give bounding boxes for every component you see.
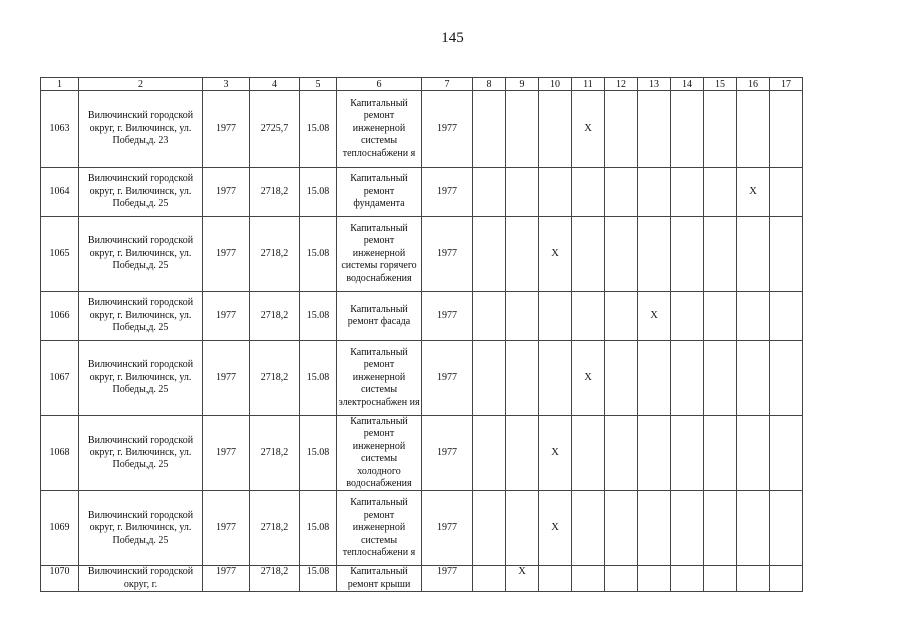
- table-row: [41, 491, 803, 566]
- empty-cell: [473, 491, 506, 566]
- code-cell: 15.08: [300, 217, 337, 292]
- empty-cell: [605, 491, 638, 566]
- empty-cell: [605, 168, 638, 217]
- table-row: [41, 292, 803, 341]
- empty-cell: [605, 217, 638, 292]
- empty-cell: [770, 91, 803, 168]
- year-cell: 1977: [203, 168, 250, 217]
- empty-cell: [704, 217, 737, 292]
- empty-cell: [506, 91, 539, 168]
- area-cell: 2718,2: [250, 416, 300, 491]
- empty-cell: [770, 292, 803, 341]
- empty-cell: [638, 341, 671, 416]
- empty-cell: [539, 168, 572, 217]
- empty-cell: [506, 416, 539, 491]
- row-number: 1067: [41, 341, 79, 416]
- code-cell: 15.08: [300, 566, 337, 592]
- empty-cell: [473, 292, 506, 341]
- row-number: 1064: [41, 168, 79, 217]
- column-header: 5: [300, 78, 337, 91]
- row-number: 1063: [41, 91, 79, 168]
- empty-cell: [605, 341, 638, 416]
- code-cell: 15.08: [300, 91, 337, 168]
- table-body: [41, 91, 803, 592]
- empty-cell: [605, 292, 638, 341]
- year-cell: 1977: [203, 217, 250, 292]
- empty-cell: [638, 416, 671, 491]
- year2-cell: 1977: [422, 566, 473, 592]
- area-cell: 2718,2: [250, 168, 300, 217]
- empty-cell: [572, 292, 605, 341]
- empty-cell: [638, 217, 671, 292]
- column-header: 14: [671, 78, 704, 91]
- column-header: 1: [41, 78, 79, 91]
- empty-cell: [737, 292, 770, 341]
- work-type-cell: Капитальный ремонт инженерной системы теплоснабжени я: [337, 491, 422, 566]
- year-cell: 1977: [203, 491, 250, 566]
- empty-cell: [704, 416, 737, 491]
- year-cell: 1977: [203, 341, 250, 416]
- code-cell: 15.08: [300, 491, 337, 566]
- empty-cell: [671, 416, 704, 491]
- empty-cell: [539, 91, 572, 168]
- table-row: [41, 566, 803, 592]
- empty-cell: [737, 91, 770, 168]
- address-cell: Вилючинский городской округ, г. Вилючинск, ул. Победы,д. 25: [79, 491, 203, 566]
- empty-cell: [737, 341, 770, 416]
- table-row: [41, 341, 803, 416]
- row-number: 1068: [41, 416, 79, 491]
- column-header: 11: [572, 78, 605, 91]
- empty-cell: [671, 91, 704, 168]
- work-type-cell: Капитальный ремонт инженерной системы горячего водоснабжения: [337, 217, 422, 292]
- empty-cell: [473, 566, 506, 592]
- empty-cell: [638, 566, 671, 592]
- empty-cell: [572, 416, 605, 491]
- column-header: 16: [737, 78, 770, 91]
- empty-cell: [506, 341, 539, 416]
- empty-cell: [704, 566, 737, 592]
- year-cell: 1977: [203, 566, 250, 592]
- page-number: 145: [441, 30, 464, 46]
- empty-cell: [473, 416, 506, 491]
- year2-cell: 1977: [422, 292, 473, 341]
- address-cell: Вилючинский городской округ, г.: [79, 566, 203, 592]
- column-header: 7: [422, 78, 473, 91]
- empty-cell: [572, 566, 605, 592]
- column-number-row: [41, 78, 803, 91]
- address-cell: Вилючинский городской округ, г. Вилючинск, ул. Победы,д. 25: [79, 292, 203, 341]
- empty-cell: [572, 491, 605, 566]
- repair-schedule-table: [40, 77, 803, 592]
- work-type-cell: Капитальный ремонт фундамента: [337, 168, 422, 217]
- column-header: 15: [704, 78, 737, 91]
- mark-cell: X: [539, 491, 572, 566]
- empty-cell: [605, 566, 638, 592]
- year2-cell: 1977: [422, 168, 473, 217]
- code-cell: 15.08: [300, 341, 337, 416]
- mark-cell: X: [572, 341, 605, 416]
- empty-cell: [737, 491, 770, 566]
- empty-cell: [473, 168, 506, 217]
- column-header: 4: [250, 78, 300, 91]
- work-type-cell: Капитальный ремонт инженерной системы холодного водоснабжения: [337, 416, 422, 491]
- year-cell: 1977: [203, 416, 250, 491]
- area-cell: 2725,7: [250, 91, 300, 168]
- work-type-cell: Капитальный ремонт инженерной системы теплоснабжени я: [337, 91, 422, 168]
- empty-cell: [506, 491, 539, 566]
- area-cell: 2718,2: [250, 217, 300, 292]
- empty-cell: [605, 416, 638, 491]
- empty-cell: [473, 341, 506, 416]
- row-number: 1069: [41, 491, 79, 566]
- work-type-cell: Капитальный ремонт фасада: [337, 292, 422, 341]
- mark-cell: X: [572, 91, 605, 168]
- column-header: 10: [539, 78, 572, 91]
- year2-cell: 1977: [422, 416, 473, 491]
- code-cell: 15.08: [300, 416, 337, 491]
- empty-cell: [770, 566, 803, 592]
- empty-cell: [572, 217, 605, 292]
- address-cell: Вилючинский городской округ, г. Вилючинск, ул. Победы,д. 25: [79, 341, 203, 416]
- table-row: [41, 217, 803, 292]
- area-cell: 2718,2: [250, 341, 300, 416]
- table-header: [41, 78, 803, 91]
- year2-cell: 1977: [422, 217, 473, 292]
- row-number: 1070: [41, 566, 79, 592]
- work-type-cell: Капитальный ремонт крыши: [337, 566, 422, 592]
- row-number: 1065: [41, 217, 79, 292]
- code-cell: 15.08: [300, 292, 337, 341]
- empty-cell: [770, 168, 803, 217]
- empty-cell: [506, 217, 539, 292]
- mark-cell: X: [506, 566, 539, 592]
- year2-cell: 1977: [422, 491, 473, 566]
- mark-cell: X: [539, 416, 572, 491]
- column-header: 12: [605, 78, 638, 91]
- empty-cell: [638, 168, 671, 217]
- area-cell: 2718,2: [250, 292, 300, 341]
- table-row: [41, 416, 803, 491]
- empty-cell: [770, 341, 803, 416]
- empty-cell: [704, 341, 737, 416]
- row-number: 1066: [41, 292, 79, 341]
- mark-cell: X: [638, 292, 671, 341]
- empty-cell: [770, 217, 803, 292]
- empty-cell: [506, 292, 539, 341]
- empty-cell: [704, 491, 737, 566]
- empty-cell: [539, 292, 572, 341]
- year2-cell: 1977: [422, 341, 473, 416]
- year-cell: 1977: [203, 91, 250, 168]
- empty-cell: [671, 217, 704, 292]
- mark-cell: X: [539, 217, 572, 292]
- code-cell: 15.08: [300, 168, 337, 217]
- empty-cell: [704, 91, 737, 168]
- column-header: 3: [203, 78, 250, 91]
- empty-cell: [671, 566, 704, 592]
- empty-cell: [539, 566, 572, 592]
- empty-cell: [704, 292, 737, 341]
- column-header: 8: [473, 78, 506, 91]
- column-header: 6: [337, 78, 422, 91]
- empty-cell: [638, 91, 671, 168]
- empty-cell: [539, 341, 572, 416]
- column-header: 17: [770, 78, 803, 91]
- empty-cell: [671, 491, 704, 566]
- empty-cell: [770, 491, 803, 566]
- address-cell: Вилючинский городской округ, г. Вилючинск, ул. Победы,д. 23: [79, 91, 203, 168]
- repair-schedule-table-wrap: [40, 77, 802, 592]
- empty-cell: [704, 168, 737, 217]
- empty-cell: [473, 217, 506, 292]
- empty-cell: [506, 168, 539, 217]
- empty-cell: [671, 292, 704, 341]
- column-header: 9: [506, 78, 539, 91]
- column-header: 2: [79, 78, 203, 91]
- empty-cell: [671, 168, 704, 217]
- empty-cell: [572, 168, 605, 217]
- table-row: [41, 91, 803, 168]
- column-header: 13: [638, 78, 671, 91]
- empty-cell: [737, 416, 770, 491]
- empty-cell: [605, 91, 638, 168]
- address-cell: Вилючинский городской округ, г. Вилючинск, ул. Победы,д. 25: [79, 416, 203, 491]
- area-cell: 2718,2: [250, 566, 300, 592]
- empty-cell: [671, 341, 704, 416]
- empty-cell: [737, 217, 770, 292]
- address-cell: Вилючинский городской округ, г. Вилючинск, ул. Победы,д. 25: [79, 168, 203, 217]
- empty-cell: [638, 491, 671, 566]
- year2-cell: 1977: [422, 91, 473, 168]
- address-cell: Вилючинский городской округ, г. Вилючинск, ул. Победы,д. 25: [79, 217, 203, 292]
- table-row: [41, 168, 803, 217]
- mark-cell: X: [737, 168, 770, 217]
- work-type-cell: Капитальный ремонт инженерной системы электроснабжен ия: [337, 341, 422, 416]
- empty-cell: [473, 91, 506, 168]
- area-cell: 2718,2: [250, 491, 300, 566]
- year-cell: 1977: [203, 292, 250, 341]
- empty-cell: [770, 416, 803, 491]
- empty-cell: [737, 566, 770, 592]
